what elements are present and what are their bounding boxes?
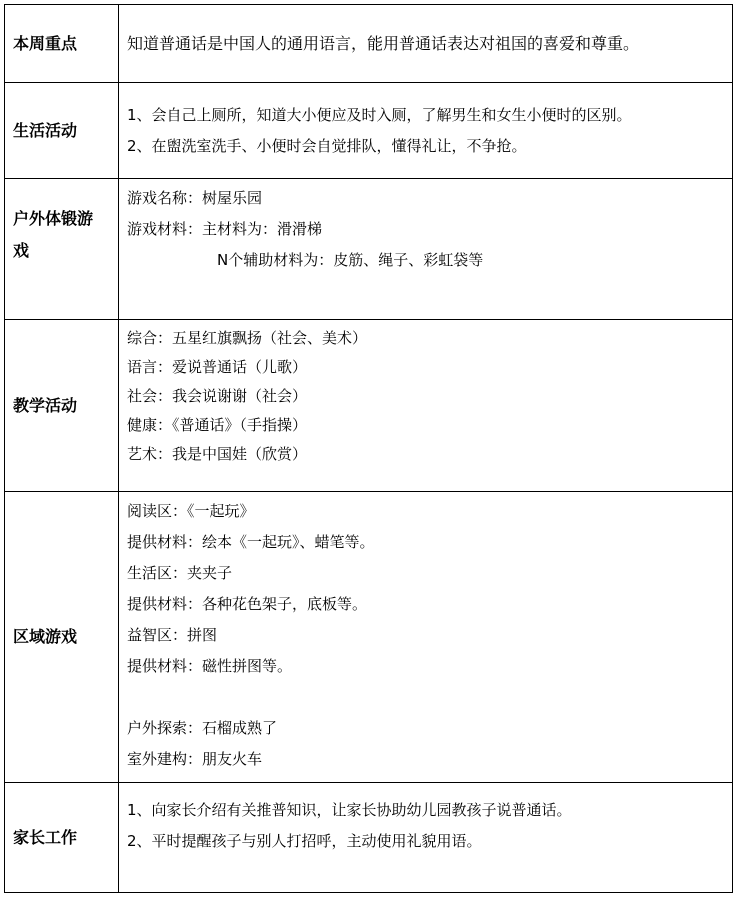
row-label: 生活活动 [5, 83, 119, 179]
row-label [5, 179, 119, 320]
row-teaching-activities [5, 320, 733, 492]
content-line: 游戏名称：树屋乐园 [127, 189, 263, 207]
content-line: 1、会自己上厕所，知道大小便应及时入厕，了解男生和女生小便时的区别。 [127, 105, 632, 124]
content-line: 户外探索：石榴成熟了 [127, 719, 278, 737]
content-line: 1、向家长介绍有关推普知识，让家长协助幼儿园教孩子说普通话。 [127, 801, 572, 819]
row-content [119, 179, 733, 320]
row-content [119, 5, 733, 83]
row-area-games [5, 492, 733, 783]
content-line: 知道普通话是中国人的通用语言，能用普通话表达对祖国的喜爱和尊重。 [127, 34, 640, 53]
row-daily-activities [5, 83, 733, 179]
row-label: 区域游戏 [5, 492, 119, 783]
blank-line [127, 682, 726, 713]
content-line: 提供材料：磁性拼图等。 [127, 657, 293, 675]
row-label: 家长工作 [5, 783, 119, 893]
row-label: 本周重点 [5, 5, 119, 83]
row-content [119, 783, 733, 893]
row-label-text: 户外体锻游戏 [13, 209, 94, 260]
content-line: 综合：五星红旗飘扬（社会、美术） [127, 329, 368, 347]
row-content [119, 320, 733, 492]
row-outdoor-games [5, 179, 733, 320]
row-parent-work [5, 783, 733, 893]
row-label: 教学活动 [5, 320, 119, 492]
row-content [119, 492, 733, 783]
row-content [119, 83, 733, 179]
content-line: 社会：我会说谢谢（社会） [127, 387, 308, 405]
content-line: N个辅助材料为：皮筋、绳子、彩虹袋等 [217, 251, 484, 269]
content-line: 艺术：我是中国娃（欣赏） [127, 445, 308, 463]
content-line: 生活区：夹夹子 [127, 564, 233, 582]
content-line: 益智区：拼图 [127, 626, 218, 644]
content-line: 提供材料：绘本《一起玩》、蜡笔等。 [127, 533, 375, 551]
content-line: 健康：《普通话》（手指操） [127, 416, 308, 434]
weekly-plan-table [4, 4, 733, 893]
content-line: 游戏材料：主材料为：滑滑梯 [127, 220, 323, 238]
content-line: 2、平时提醒孩子与别人打招呼，主动使用礼貌用语。 [127, 832, 482, 850]
content-line: 室外建构：朋友火车 [127, 750, 263, 768]
row-weekly-focus [5, 5, 733, 83]
content-line: 阅读区：《一起玩》 [127, 502, 255, 520]
content-line: 提供材料：各种花色架子，底板等。 [127, 595, 368, 613]
content-line: 2、在盥洗室洗手、小便时会自觉排队，懂得礼让，不争抢。 [127, 136, 527, 155]
content-line: 语言：爱说普通话（儿歌） [127, 358, 308, 376]
